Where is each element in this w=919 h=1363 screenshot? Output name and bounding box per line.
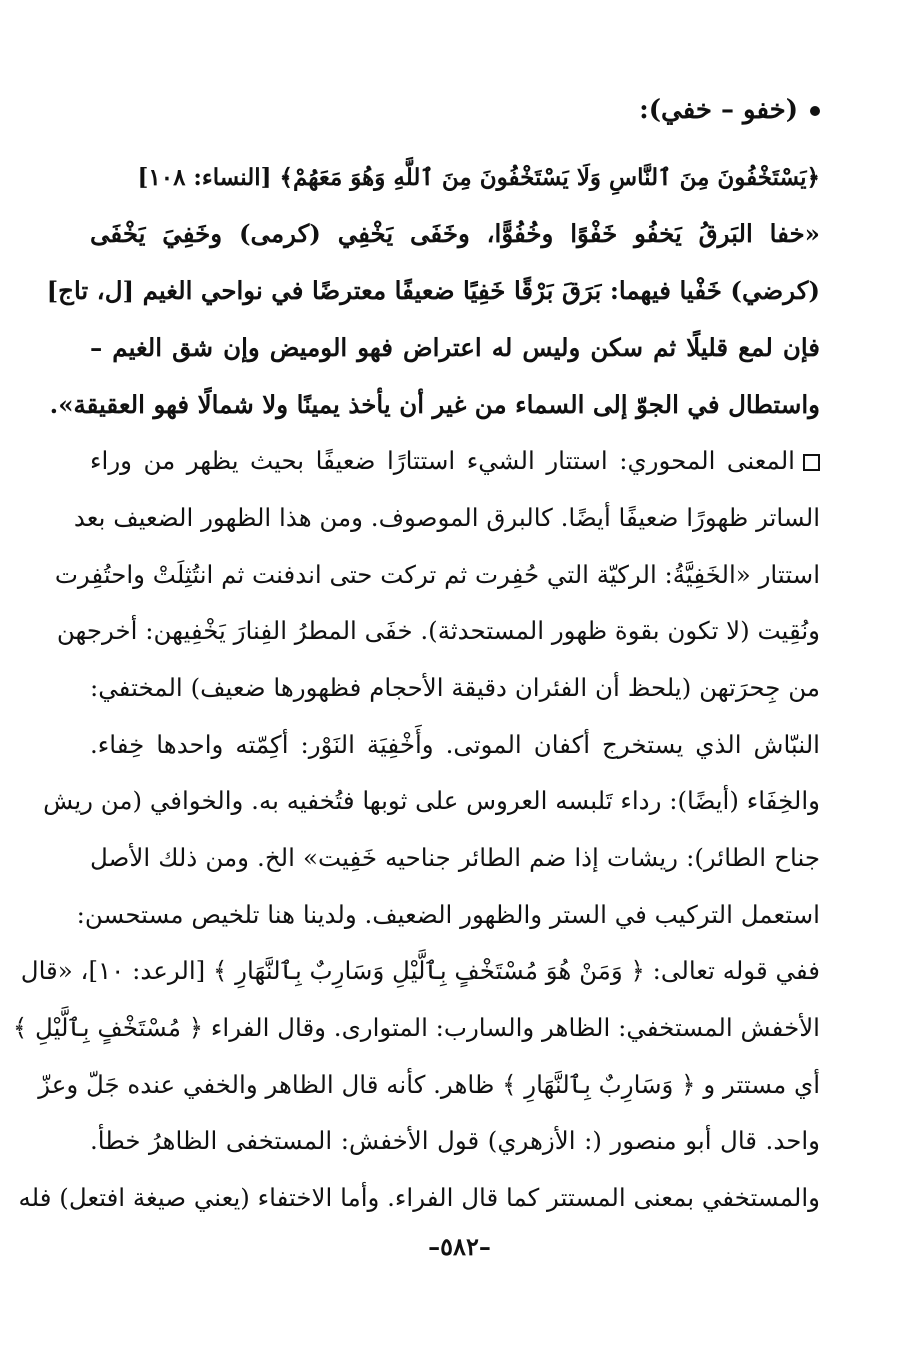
text-line: «خفا البَرقُ يَخفُو خَفْوًا وخُفُوًّا، وخَفَى يَخْفِي (كرمى) وخَفِيَ يَخْفَى bbox=[90, 219, 820, 248]
text-line: استعمل التركيب في الستر والظهور الضعيف. ولدينا هنا تلخيص مستحسن: bbox=[76, 900, 820, 929]
text-line: والخِفَاء (أيضًا): رداء تَلبسه العروس على ثوبها فتُخفيه به. والخوافي (من ريش bbox=[43, 786, 820, 815]
text-line: الأخفش المستخفي: الظاهر والسارب: المتوارى. وقال الفراء ﴿ مُسْتَخْفٍ بِٱلَّيْلِ ﴾ bbox=[12, 1013, 820, 1042]
core-meaning-text: المعنى المحوري: استتار الشيء استتارًا ضعيفًا بحيث يظهر من وراء bbox=[90, 446, 795, 475]
text-line: فإن لمع قليلًا ثم سكن وليس له اعتراض فهو الوميض وإن شق الغيم – bbox=[90, 333, 820, 362]
text-line: استتار «الخَفِيَّةُ: الركيّة التي حُفِرت ثم تركت حتى اندفنت ثم انتُثِلَتْ واحتُفِرت bbox=[54, 560, 820, 589]
text-line: أي مستتر و ﴿ وَسَارِبٌ بِٱلنَّهَارِ ﴾ ظاهر. كأنه قال الظاهر والخفي عنده جَلّ وعزّ bbox=[38, 1070, 820, 1099]
text-line: النبّاش الذي يستخرج أكفان الموتى. وأَخْفِيَة النَوْر: أكِمّته واحدها خِفاء. bbox=[90, 730, 820, 759]
entry-heading bbox=[639, 88, 820, 132]
text-line: من جِحرَتهن (يلحظ أن الفئران دقيقة الأحجام فظهورها ضعيف) المختفي: bbox=[90, 673, 820, 702]
square-marker-icon bbox=[803, 454, 820, 471]
quran-verse-line: ﴿يَسْتَخْفُونَ مِنَ ٱلنَّاسِ وَلَا يَسْتَخْفُونَ مِنَ ٱللَّهِ وَهُوَ مَعَهُمْ﴾ [النساء: ١٠٨] bbox=[137, 164, 820, 191]
text-line: والمستخفي بمعنى المستتر كما قال الفراء. وأما الاختفاء (يعني صيغة افتعل) فله bbox=[18, 1183, 820, 1212]
text-line: الساتر ظهورًا ضعيفًا أيضًا. كالبرق الموصوف. ومن هذا الظهور الضعيف بعد bbox=[73, 503, 820, 532]
text-line bbox=[90, 439, 820, 483]
bullet-icon bbox=[810, 106, 820, 116]
page-body bbox=[12, 88, 820, 1248]
text-line: واحد. قال أبو منصور (: الأزهري) قول الأخفش: المستخفى الظاهرُ خطأ. bbox=[90, 1126, 820, 1155]
page-number: –٥٨٢– bbox=[428, 1232, 491, 1261]
text-line: جناح الطائر): ريشات إذا ضم الطائر جناحيه خَفِيت» الخ. ومن ذلك الأصل bbox=[90, 843, 820, 872]
text-line: واستطال في الجوّ إلى السماء من غير أن يأخذ يمينًا ولا شمالًا فهو العقيقة». bbox=[49, 390, 820, 419]
text-line: (كرضي) خَفْيا فيهما: بَرَقَ بَرْقًا خَفِيًا ضعيفًا معترضًا في نواحي الغيم [ل، تاج] bbox=[46, 276, 820, 305]
text-line: ففي قوله تعالى: ﴿ وَمَنْ هُوَ مُسْتَخْفٍ بِٱلَّيْلِ وَسَارِبٌ بِٱلنَّهَارِ ﴾ [الرعد: ١٠]، «قال bbox=[20, 956, 820, 985]
entry-heading-text: (خفو – خفي): bbox=[639, 95, 798, 125]
text-line: ونُقِيت (لا تكون بقوة ظهور المستحدثة). خفَى المطرُ الفِنارَ يَخْفِيهن: أخرجهن bbox=[56, 616, 820, 645]
